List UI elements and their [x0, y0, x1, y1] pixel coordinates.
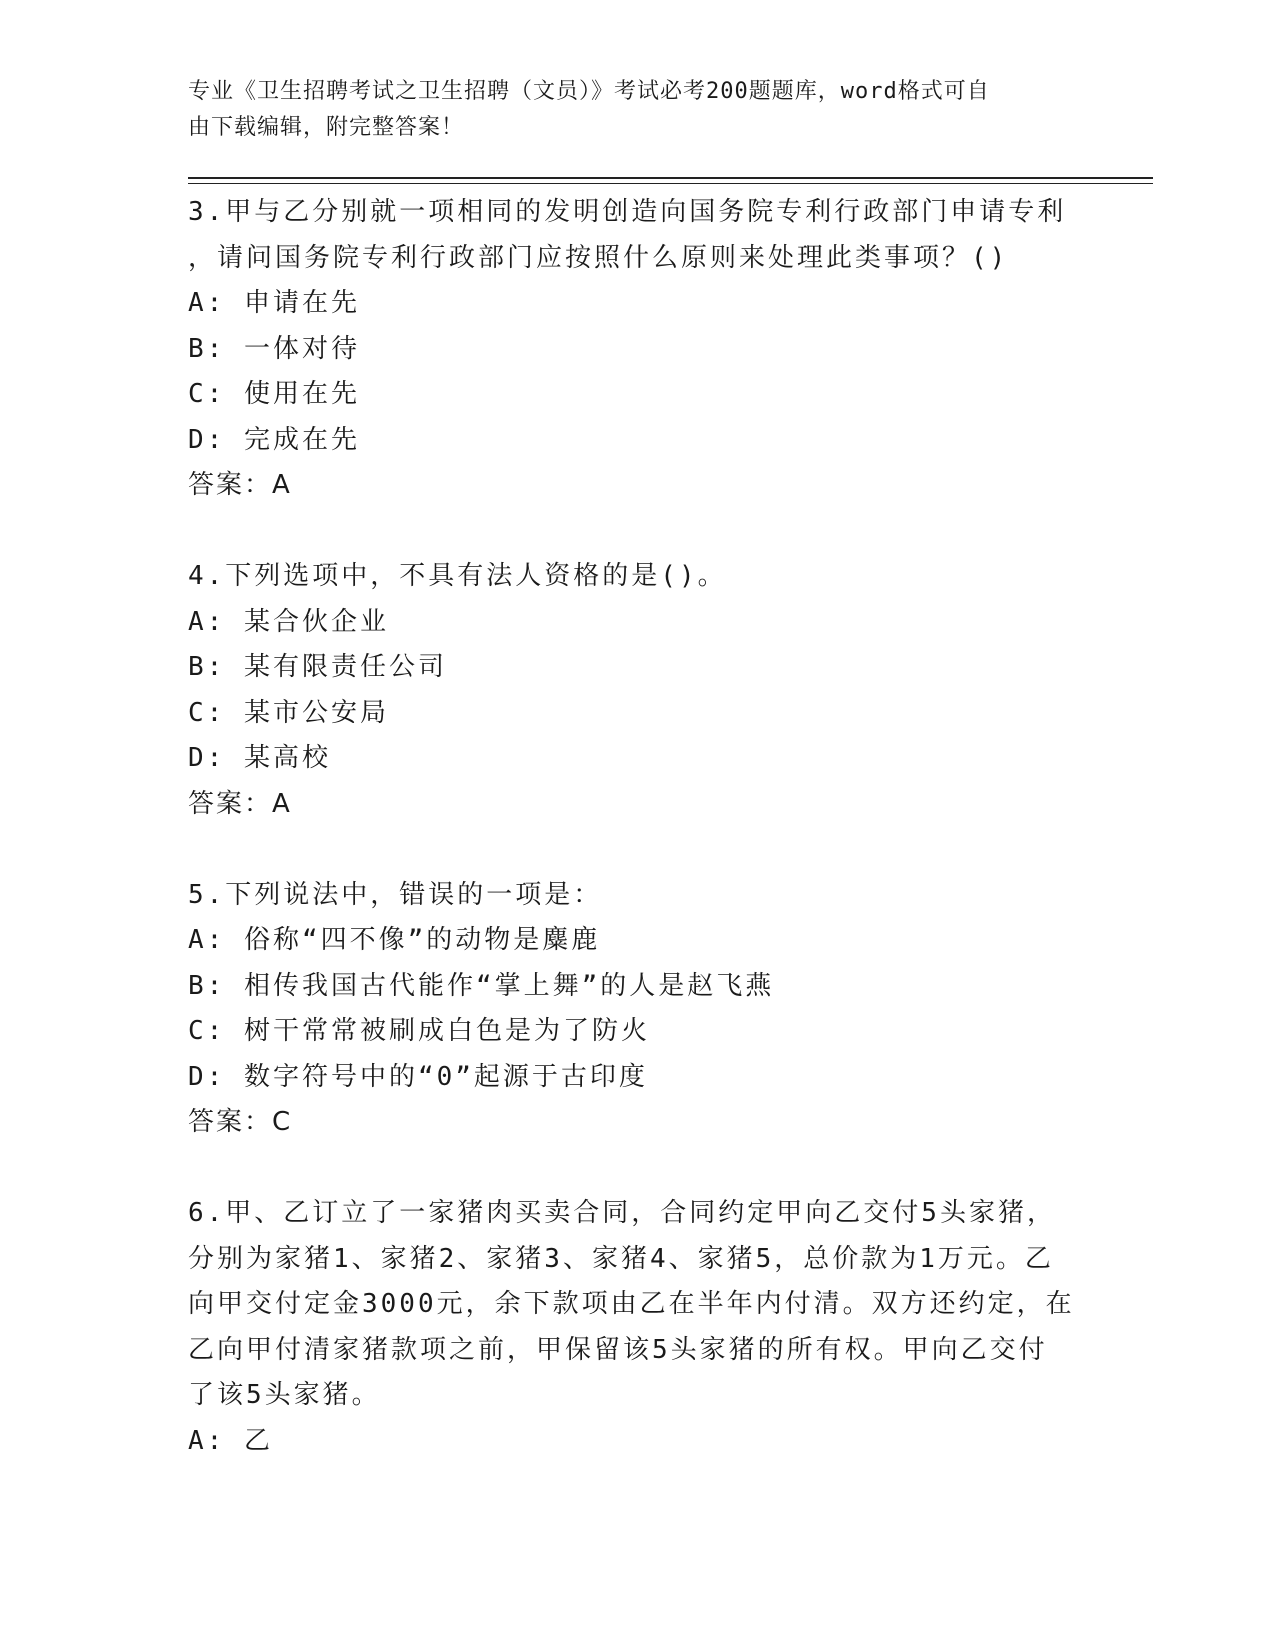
option-a: A: 某合伙企业 [188, 606, 389, 637]
answer-line: 答案：A [188, 788, 292, 819]
option-c: C: 树干常常被刷成白色是为了防火 [188, 1016, 650, 1046]
option-d: D: 数字符号中的“0”起源于古印度 [188, 1061, 648, 1092]
option-b: B: 某有限责任公司 [188, 652, 447, 682]
option-b: B: 相传我国古代能作“掌上舞”的人是赵飞燕 [188, 970, 775, 1001]
question-stem-line: 3.甲与乙分别就一项相同的发明创造向国务院专利行政部门申请专利 [188, 197, 1067, 227]
answer-line: 答案：A [188, 470, 292, 500]
option-c: C: 某市公安局 [188, 697, 389, 728]
option-b: B: 一体对待 [188, 333, 360, 364]
header-divider-thin [188, 183, 1153, 184]
question-block [188, 1191, 1088, 1464]
option-a: A: 俗称“四不像”的动物是麋鹿 [188, 925, 601, 955]
question-stem-line: ，请问国务院专利行政部门应按照什么原则来处理此类事项？() [188, 242, 1009, 273]
header-divider-thick [188, 177, 1153, 179]
question-stem-line: 向甲交付定金3000元，余下款项由乙在半年内付清。双方还约定，在 [188, 1289, 1075, 1319]
document-header [188, 74, 1068, 146]
spacer [188, 1146, 1088, 1192]
question-stem-line: 了该5头家猪。 [188, 1380, 381, 1410]
header-line-2: 由下载编辑，附完整答案！ [188, 115, 465, 140]
question-stem-line: 乙向甲付清家猪款项之前，甲保留该5头家猪的所有权。甲向乙交付 [188, 1334, 1048, 1365]
option-a: A: 乙 [188, 1425, 273, 1456]
spacer [188, 827, 1088, 873]
question-block [188, 554, 1088, 827]
option-a: A: 申请在先 [188, 288, 360, 318]
answer-line: 答案：C [188, 1107, 293, 1137]
question-stem-line: 4.下列选项中，不具有法人资格的是()。 [188, 561, 727, 591]
header-line-1: 专业《卫生招聘考试之卫生招聘（文员）》考试必考200题题库，word格式可自 [188, 79, 990, 104]
question-stem-line: 6.甲、乙订立了一家猪肉买卖合同，合同约定甲向乙交付5头家猪， [188, 1198, 1056, 1228]
question-list [188, 190, 1088, 1464]
spacer [188, 509, 1088, 555]
question-block [188, 190, 1088, 509]
option-c: C: 使用在先 [188, 379, 360, 409]
option-d: D: 完成在先 [188, 424, 360, 455]
question-block [188, 873, 1088, 1146]
question-stem-line: 分别为家猪1、家猪2、家猪3、家猪4、家猪5，总价款为1万元。乙 [188, 1243, 1054, 1274]
question-stem-line: 5.下列说法中，错误的一项是： [188, 879, 603, 910]
option-d: D: 某高校 [188, 743, 331, 773]
